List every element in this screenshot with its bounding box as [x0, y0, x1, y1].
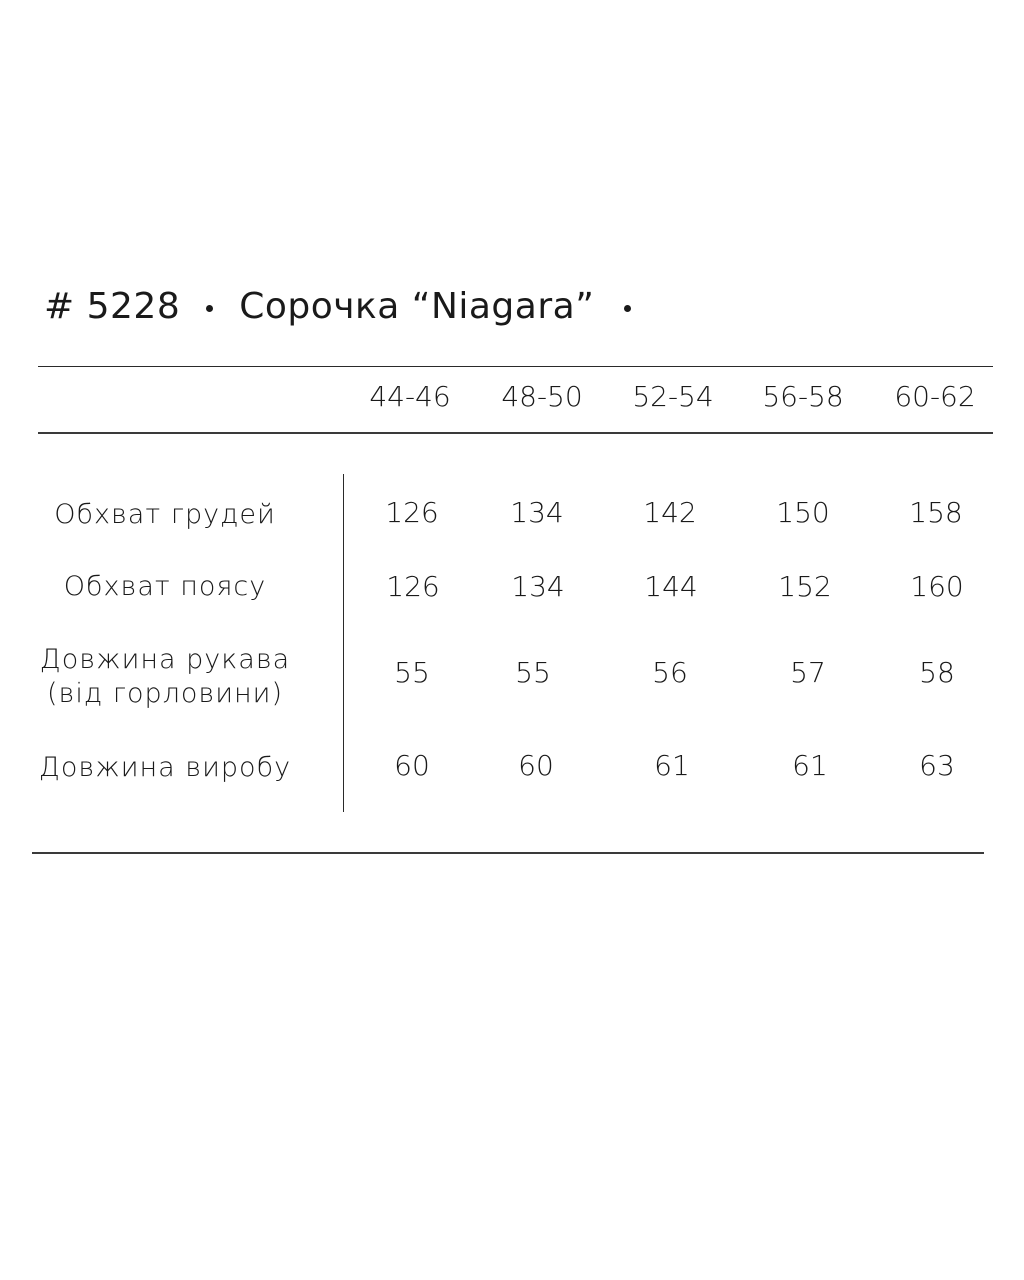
size-header: 48-50 — [501, 380, 583, 413]
product-code: # 5228 — [44, 286, 181, 327]
table-cell: 58 — [919, 656, 955, 689]
table-cell: 126 — [385, 496, 439, 529]
table-cell: 158 — [909, 496, 963, 529]
separator-dot — [206, 305, 213, 312]
table-cell: 142 — [643, 496, 697, 529]
size-header: 44-46 — [369, 380, 451, 413]
table-cell: 126 — [386, 570, 440, 603]
size-header: 60-62 — [894, 380, 976, 413]
header-divider — [38, 432, 993, 434]
row-label: Довжина рукава (від горловини) — [39, 644, 291, 709]
size-header: 56-58 — [762, 380, 844, 413]
table-cell: 160 — [910, 570, 964, 603]
table-cell: 57 — [790, 656, 826, 689]
table-cell: 60 — [518, 749, 554, 782]
table-cell: 56 — [652, 656, 688, 689]
bottom-divider — [32, 852, 984, 854]
table-cell: 61 — [654, 749, 690, 782]
table-cell: 134 — [510, 496, 564, 529]
column-divider — [343, 474, 344, 812]
row-label: Обхват поясу — [63, 571, 267, 602]
table-cell: 55 — [394, 656, 430, 689]
row-label: Довжина виробу — [38, 752, 292, 783]
top-divider — [38, 366, 993, 367]
table-cell: 63 — [919, 749, 955, 782]
table-cell: 134 — [511, 570, 565, 603]
table-cell: 61 — [792, 749, 828, 782]
table-cell: 55 — [515, 656, 551, 689]
table-cell: 144 — [644, 570, 698, 603]
table-cell: 60 — [394, 749, 430, 782]
separator-dot — [624, 305, 631, 312]
row-label: Обхват грудей — [54, 499, 276, 530]
table-cell: 150 — [776, 496, 830, 529]
size-header: 52-54 — [632, 380, 714, 413]
table-cell: 152 — [778, 570, 832, 603]
page-title — [44, 286, 631, 327]
product-name: Сорочка “Niagara” — [239, 286, 595, 327]
